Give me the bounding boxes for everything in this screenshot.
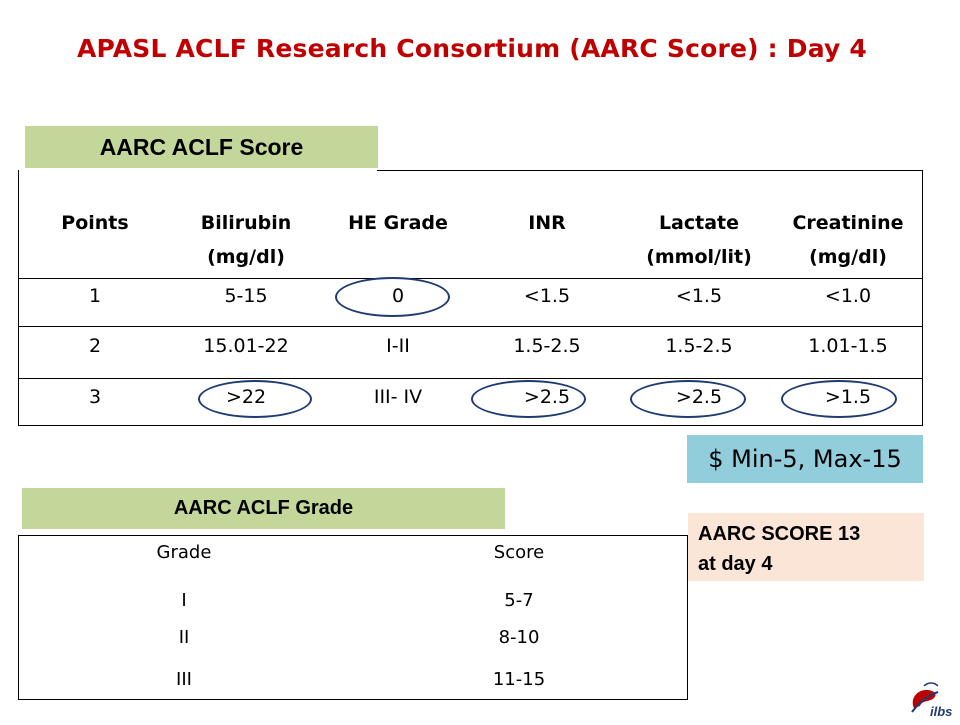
- highlight-oval-creatinine: [781, 380, 897, 418]
- header-he-grade: [329, 206, 467, 240]
- row3-inr: >2.5: [523, 386, 571, 408]
- slide-title: APASL ACLF Research Consortium (AARC Score) : Day 4: [76, 34, 868, 63]
- row-divider: [19, 326, 922, 327]
- row3-he-grade: III- IV: [373, 386, 423, 408]
- highlight-oval-he-grade: [335, 277, 450, 317]
- header-creatinine: [781, 206, 915, 274]
- liver-logo-icon: [904, 678, 960, 720]
- grade-row3-score: 11-15: [492, 669, 546, 690]
- row-divider: [19, 378, 922, 379]
- header-line: Points: [61, 212, 129, 234]
- grade-table-label: AARC ACLF Grade: [22, 488, 505, 529]
- header-line: Lactate: [658, 212, 740, 234]
- highlight-oval-inr: [471, 380, 586, 418]
- score-header: Score: [493, 542, 545, 563]
- logo-text: ilbs: [930, 704, 953, 719]
- header-inr: [497, 206, 597, 240]
- row1-lactate: <1.5: [675, 285, 723, 307]
- header-line: Creatinine: [792, 212, 904, 234]
- row1-he-grade: 0: [391, 285, 405, 307]
- row2-creatinine: 1.01-1.5: [808, 335, 888, 357]
- grade-row1-score: 5-7: [504, 590, 534, 611]
- header-bilirubin: [179, 206, 313, 274]
- row1-inr: <1.5: [523, 285, 571, 307]
- grade-table: [18, 535, 688, 700]
- grade-row3-grade: III: [176, 669, 192, 690]
- header-line: (mg/dl): [207, 246, 285, 268]
- row2-inr: 1.5-2.5: [513, 335, 581, 357]
- grade-row2-score: 8-10: [498, 627, 540, 648]
- row3-lactate: >2.5: [675, 386, 723, 408]
- header-line: Bilirubin: [200, 212, 292, 234]
- header-lactate: [629, 206, 769, 274]
- row3-points: 3: [88, 386, 102, 408]
- row1-bilirubin: 5-15: [224, 285, 268, 307]
- header-points: [49, 206, 141, 240]
- day-score-line1: AARC SCORE 13: [698, 523, 861, 545]
- highlight-oval-bilirubin: [198, 380, 312, 418]
- row3-bilirubin: >22: [225, 386, 267, 408]
- row2-lactate: 1.5-2.5: [665, 335, 733, 357]
- grade-row2-grade: II: [178, 627, 190, 648]
- range-note: $ Min-5, Max-15: [687, 435, 923, 483]
- header-line: (mg/dl): [809, 246, 887, 268]
- highlight-oval-lactate: [630, 380, 746, 418]
- row2-bilirubin: 15.01-22: [203, 335, 289, 357]
- header-line: INR: [528, 212, 566, 234]
- row2-he-grade: I-II: [386, 335, 410, 357]
- ilbs-logo: [904, 678, 960, 720]
- day-score-note: [688, 513, 924, 581]
- header-line: HE Grade: [348, 212, 448, 234]
- row-divider: [19, 278, 922, 279]
- grade-row1-grade: I: [181, 590, 187, 611]
- row3-creatinine: >1.5: [824, 386, 872, 408]
- score-table: [18, 170, 923, 426]
- row2-points: 2: [88, 335, 102, 357]
- grade-header: Grade: [156, 542, 212, 563]
- header-line: (mmol/lit): [646, 246, 752, 268]
- row1-creatinine: <1.0: [824, 285, 872, 307]
- day-score-line2: at day 4: [698, 553, 773, 575]
- row1-points: 1: [88, 285, 102, 307]
- score-table-label: AARC ACLF Score: [25, 126, 378, 168]
